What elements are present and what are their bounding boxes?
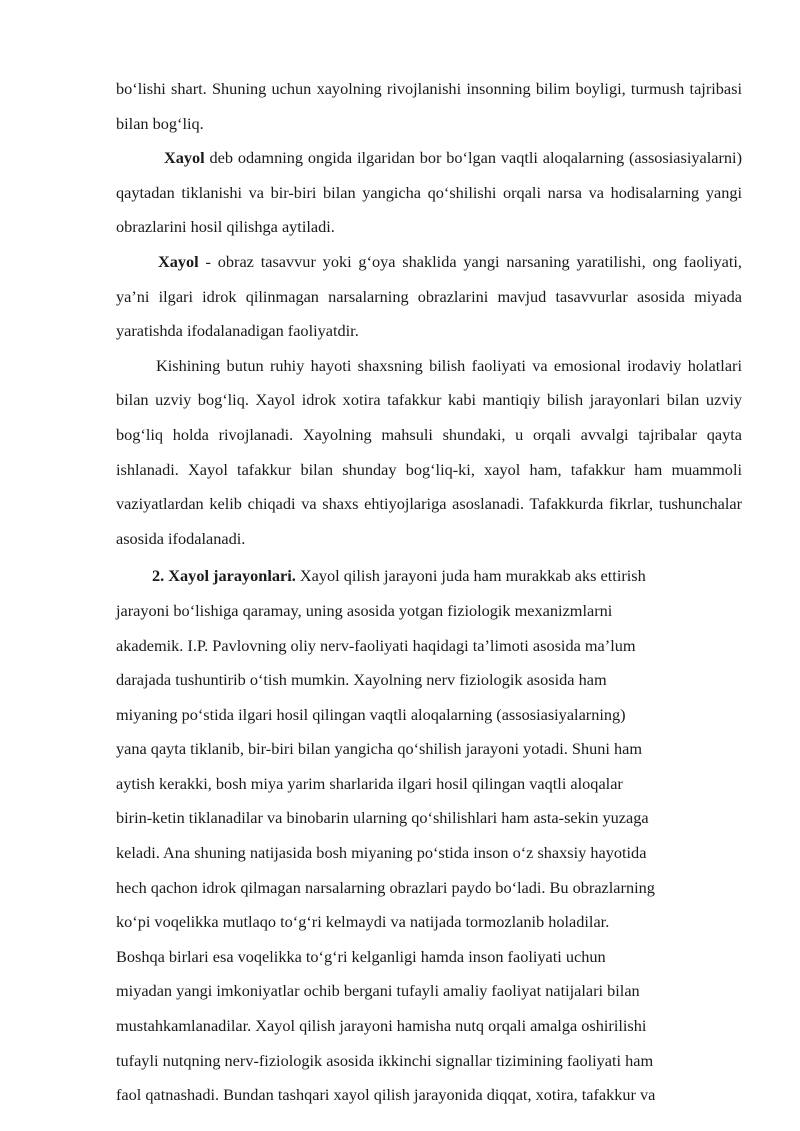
- paragraph-5-line: keladi. Ana shuning natijasida bosh miyaning poʻstida inson oʻz shaxsiy hayotida: [116, 843, 647, 863]
- paragraph-5-line: aytish kerakki, bosh miya yarim sharlarida ilgari hosil qilingan vaqtli aloqalar: [116, 773, 623, 793]
- paragraph-3: [116, 245, 742, 349]
- paragraph-5-line: darajada tushuntirib oʻtish mumkin. Xayolning nerv fiziologik asosida ham: [116, 670, 607, 690]
- paragraph-5-line: miyadan yangi imkoniyatlar ochib bergani tufayli amaliy faoliyat natijalari bilan: [116, 981, 640, 1001]
- paragraph-2-text: deb odamning ongida ilgaridan bor boʻlgan vaqtli aloqalarning (assosiasiyalarni) qaytadan tiklanishi va bir-biri bilan yangicha qoʻshilishi orqali narsa va hodisalarning yangi obrazlarini hosil qilishga aytiladi.: [116, 148, 742, 237]
- paragraph-5-line: tufayli nutqning nerv-fiziologik asosida ikkinchi signallar tizimining faoliyati ham: [116, 1050, 654, 1070]
- paragraph-1-text: boʻlishi shart. Shuning uchun xayolning rivojlanishi insonning bilim boyligi, turmush tajribasi bilan bogʻliq.: [116, 79, 742, 133]
- paragraph-5-line: birin-ketin tiklanadilar va binobarin ularning qoʻshilishlari ham asta-sekin yuzaga: [116, 808, 649, 828]
- paragraph-5-line: jarayoni boʻlishiga qaramay, uning asosida yotgan fiziologik mexanizmlarni: [116, 600, 613, 620]
- term-xayol-bold: Xayol: [164, 148, 205, 168]
- paragraph-5-line: miyaning poʻstida ilgari hosil qilingan vaqtli aloqalarning (assosiasiyalarning): [116, 704, 626, 724]
- paragraph-5-line: faol qatnashadi. Bundan tashqari xayol qilish jarayonida diqqat, xotira, tafakkur va: [116, 1085, 656, 1105]
- paragraph-5-line: akademik. I.P. Pavlovning oliy nerv-faoliyati haqidagi ta’limoti asosida ma’lum: [116, 635, 636, 655]
- paragraph-2: [116, 141, 742, 245]
- paragraph-5-line: mustahkamlanadilar. Xayol qilish jarayoni hamisha nutq orqali amalga oshirilishi: [116, 1016, 647, 1036]
- paragraph-5-line: hech qachon idrok qilmagan narsalarning obrazlari paydo boʻladi. Bu obrazlarning: [116, 877, 655, 897]
- paragraph-3-text: - obraz tasavvur yoki gʻoya shaklida yangi narsaning yaratilishi, ong faoliyati, ya’ni ilgari idrok qilinmagan narsalarning obrazlarini mavjud tasavvurlar asosida miyada yaratishda ifodalanadigan faoliyatdir.: [116, 251, 742, 341]
- paragraph-5-line: koʻpi voqelikka mutlaqo toʻgʻri kelmaydi va natijada tormozlanib holadilar.: [116, 912, 610, 932]
- paragraph-4: [116, 349, 742, 557]
- paragraph-5-line: Xayol qilish jarayoni juda ham murakkab aks ettirish: [295, 566, 646, 586]
- paragraph-1: [116, 72, 742, 141]
- paragraph-5-line: yana qayta tiklanib, bir-biri bilan yangicha qoʻshilish jarayoni yotadi. Shuni ham: [116, 739, 642, 759]
- paragraph-5: [116, 559, 742, 1113]
- document-page: [116, 72, 742, 1113]
- paragraph-4-text: Kishining butun ruhiy hayoti shaxsning bilish faoliyati va emosional irodaviy holatlari bilan uzviy bogʻliq. Xayol idrok xotira tafakkur kabi mantiqiy bilish jarayonlari bilan uzviy bogʻliq holda rivojlanadi. Xayolning mahsuli shundaki, u orqali avvalgi tajribalar qayta ishlanadi. Xayol tafakkur bilan shunday bogʻliq-ki, xayol ham, tafakkur ham muammoli vaziyatlardan kelib chiqadi va shaxs ehtiyojlariga asoslanadi. Tafakkurda fikrlar, tushunchalar asosida ifodalanadi.: [116, 355, 742, 548]
- section-heading-xayol-jarayonlari: 2. Xayol jarayonlari.: [152, 566, 296, 586]
- paragraph-5-line: Boshqa birlari esa voqelikka toʻgʻri kelganligi hamda inson faoliyati uchun: [116, 946, 606, 966]
- term-xayol-bold-2: Xayol: [158, 251, 199, 271]
